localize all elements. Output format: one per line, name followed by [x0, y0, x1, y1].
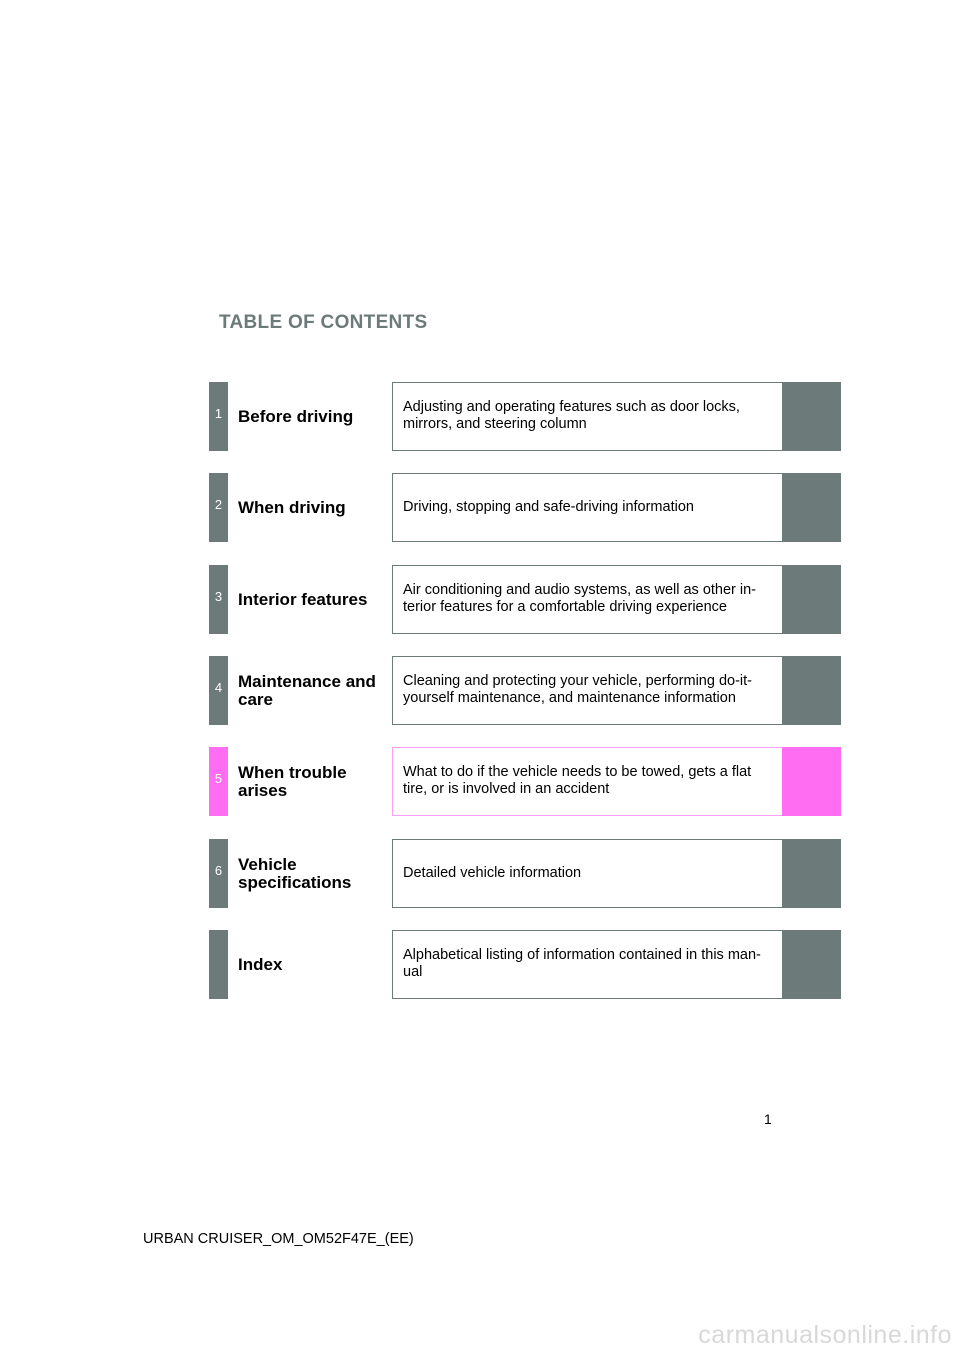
section-title[interactable]: When trouble arises — [238, 762, 347, 800]
section-side-tab — [782, 656, 841, 725]
section-description-box — [392, 747, 783, 816]
section-number-tab — [209, 656, 228, 725]
section-title[interactable]: Maintenance and care — [238, 671, 376, 709]
toc-row-when-driving[interactable] — [209, 473, 841, 542]
section-description-box — [392, 930, 783, 999]
section-number-tab — [209, 930, 228, 999]
toc-row-before-driving[interactable] — [209, 382, 841, 451]
section-title[interactable]: Before driving — [238, 406, 354, 426]
toc-row-when-trouble-arises[interactable] — [209, 747, 841, 816]
section-number: 3 — [214, 589, 223, 604]
section-description: Cleaning and protecting your vehicle, performing do-it-yourself maintenance, and maintenance information — [403, 673, 752, 706]
section-number: 5 — [214, 771, 223, 786]
section-side-tab — [782, 839, 841, 908]
section-description: Driving, stopping and safe-driving information — [403, 499, 694, 515]
section-description-box — [392, 565, 783, 634]
toc-row-maintenance-and-care[interactable] — [209, 656, 841, 725]
section-description-box — [392, 839, 783, 908]
section-number-tab — [209, 565, 228, 634]
section-description-box — [392, 656, 783, 725]
page-title: TABLE OF CONTENTS — [219, 312, 428, 333]
section-description: Alphabetical listing of information contained in this man-ual — [403, 947, 761, 980]
section-side-tab — [782, 473, 841, 542]
section-description: Air conditioning and audio systems, as well as other in-terior features for a comfortable driving experience — [403, 582, 757, 615]
section-number-tab — [209, 382, 228, 451]
section-number-tab — [209, 839, 228, 908]
section-description: What to do if the vehicle needs to be towed, gets a flat tire, or is involved in an accident — [403, 764, 752, 797]
section-description: Adjusting and operating features such as door locks, mirrors, and steering column — [403, 399, 740, 432]
section-title[interactable]: When driving — [238, 497, 346, 517]
section-number-tab — [209, 473, 228, 542]
section-side-tab — [782, 382, 841, 451]
watermark-text: carmanualsonline.info — [698, 1321, 952, 1349]
section-number: 6 — [214, 863, 223, 878]
section-title[interactable]: Interior features — [238, 589, 368, 609]
section-number: 2 — [214, 497, 223, 512]
section-number: 4 — [214, 680, 223, 695]
section-title[interactable]: Vehicle specifications — [238, 854, 352, 892]
section-description: Detailed vehicle information — [403, 865, 582, 881]
section-number: 1 — [214, 406, 223, 421]
toc-row-vehicle-specifications[interactable] — [209, 839, 841, 908]
page-number: 1 — [764, 1111, 772, 1127]
section-side-tab — [782, 930, 841, 999]
section-description-box — [392, 382, 783, 451]
section-side-tab — [782, 747, 841, 816]
toc-row-index[interactable] — [209, 930, 841, 999]
footer-document-code: URBAN CRUISER_OM_OM52F47E_(EE) — [143, 1231, 414, 1247]
toc-row-interior-features[interactable] — [209, 565, 841, 634]
section-number-tab — [209, 747, 228, 816]
section-title[interactable]: Index — [238, 954, 283, 974]
section-side-tab — [782, 565, 841, 634]
section-description-box — [392, 473, 783, 542]
